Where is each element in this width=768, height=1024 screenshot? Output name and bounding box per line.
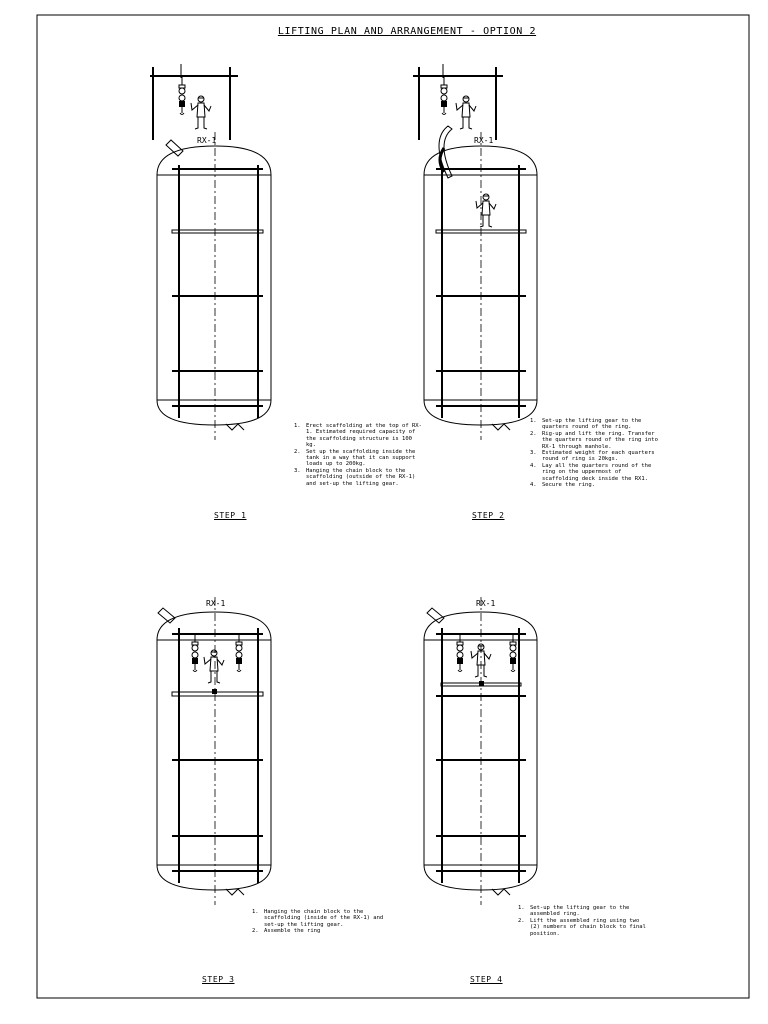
vessel-tag: RX-1 bbox=[197, 136, 217, 145]
note-item: 3. Hanging the chain block to the scaffolding (outside of the RX-1) and set-up the lifting gear. bbox=[294, 467, 416, 487]
step-4-label: STEP 4 bbox=[470, 975, 503, 984]
step-1-notes bbox=[294, 423, 424, 487]
vessel-tag: RX-1 bbox=[206, 599, 226, 608]
step-4-drawing bbox=[424, 597, 537, 905]
step-1-label: STEP 1 bbox=[214, 511, 247, 520]
step-3-label: STEP 3 bbox=[202, 975, 235, 984]
note-item: 3. Estimated weight for each quarters round of ring is 20kgs. bbox=[530, 450, 655, 463]
note-item: 2. Rig-up and lift the ring. Transfer the quarters round of the ring into RX-1 through manhole. bbox=[530, 430, 658, 450]
note-item: 1. Erect scaffolding at the top of RX-1. Estimated required capacity of the scaffolding structure is 100 kg. bbox=[294, 423, 422, 449]
note-item: 2. Lift the assembled ring using two (2) numbers of chain block to final position. bbox=[518, 917, 646, 937]
sheet-border bbox=[37, 15, 749, 998]
step-2-notes bbox=[530, 418, 658, 488]
step-3-drawing bbox=[157, 597, 271, 905]
vessel-tag: RX-1 bbox=[474, 136, 494, 145]
note-item: 4. Lay all the quarters round of the ring on the uppermost of scaffolding deck inside the RX1. bbox=[530, 462, 652, 482]
step-4-notes bbox=[518, 905, 648, 937]
vessel-tag: RX-1 bbox=[476, 599, 496, 608]
note-item: 1. Set-up the lifting gear to the quarters round of the ring. bbox=[530, 418, 642, 431]
note-item: 2. Set up the scaffolding inside the tank in a way that it can support loads up to 200kg. bbox=[294, 448, 416, 468]
step-1-drawing bbox=[150, 64, 271, 440]
note-item: 1. Set-up the lifting gear to the assembled ring. bbox=[518, 905, 630, 918]
sheet-title: LIFTING PLAN AND ARRANGEMENT - OPTION 2 bbox=[277, 26, 537, 37]
note-item: 1. Hanging the chain block to the scaffolding (inside of the RX-1) and set-up the lifting gear. bbox=[252, 909, 384, 928]
note-item: 4. Secure the ring. bbox=[530, 482, 595, 489]
note-item: 2. Assemble the ring bbox=[252, 928, 321, 935]
step-2-label: STEP 2 bbox=[472, 511, 505, 520]
step-3-notes bbox=[252, 909, 397, 935]
step-2-drawing bbox=[413, 64, 537, 440]
